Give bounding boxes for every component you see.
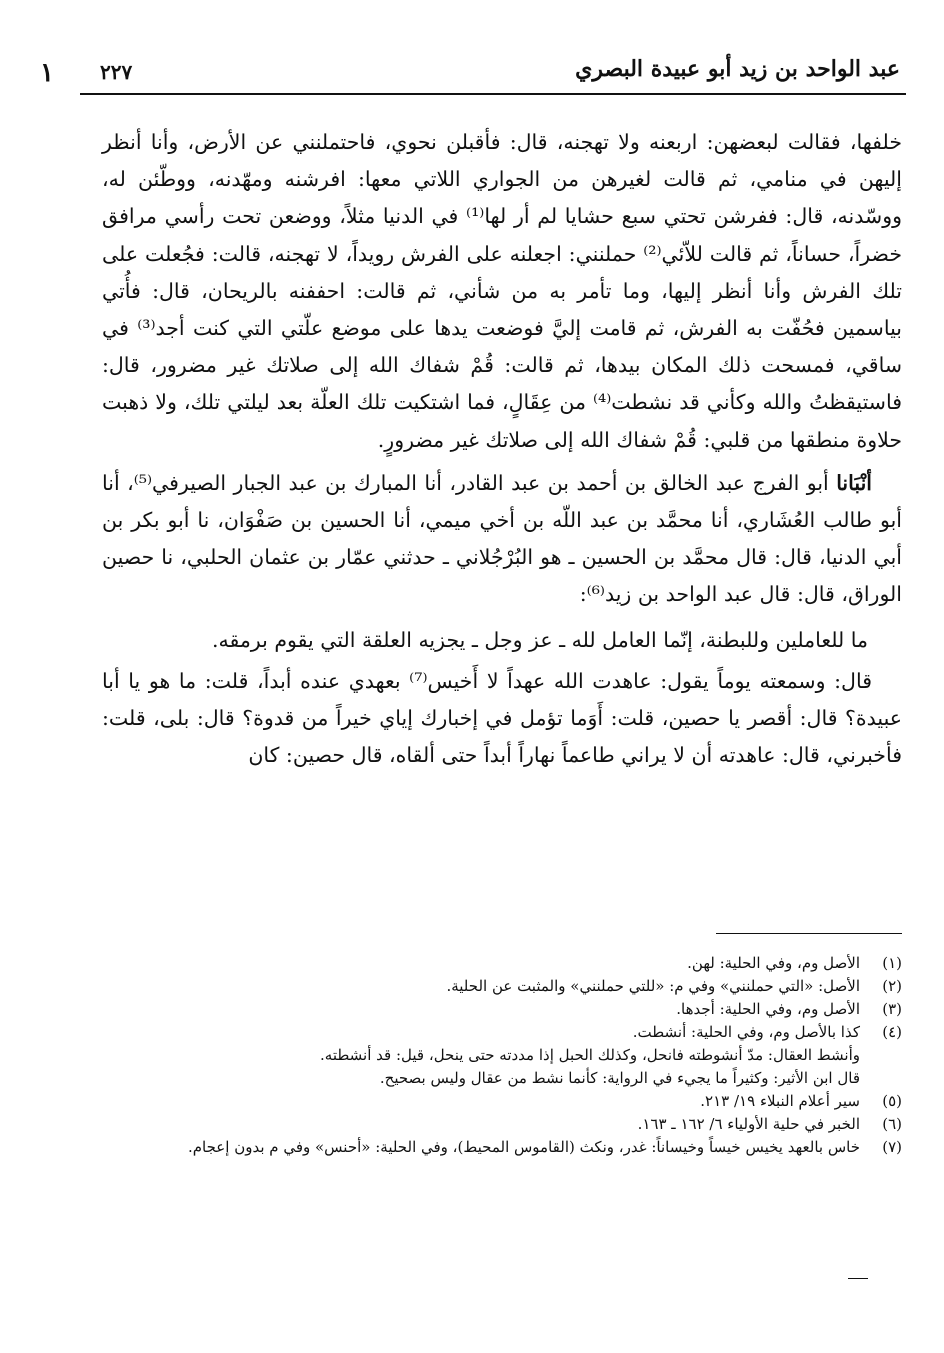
footnotes xyxy=(118,952,902,1159)
header-divider xyxy=(80,93,906,95)
footnote-divider xyxy=(716,933,902,934)
footnote-item xyxy=(118,998,902,1021)
footnote-continuation xyxy=(118,1044,902,1067)
footnote-number: (٣) xyxy=(882,1000,902,1018)
paragraph-1: خلفها، فقالت لبعضهن: اربعنه ولا تهجنه، قال: فأقبلن نحوي، فاحتملنني عن الأرض، وأنا أنظر إليهن في منامي، ثم قالت لغيرهن من الجواري اللاتي معها: افرشنه ومهّدنه، ووطّئن له، ووسّدنه، قال: ففرشن تحتي سبع حشايا لم أر لها⁽¹⁾ في الدنيا مثلاً، ووضعن تحت رأسي مرافق خضراً، حساناً، ثم قالت للاّئي⁽²⁾ حملنني: اجعلنه على الفرش رويداً، لا تهجنه، قالت: فجُعلت على تلك الفرش وأنا أنظر إليها، وما تأمر به من شأني، ثم قالت: احففنه بالريحان، قال: فأُتي بياسمين فحُفّت به الفرش، ثم قامت إليَّ فوضعت يدها على موضع علّتي التي كنت أجد⁽³⁾ في ساقي، فمسحت ذلك المكان بيدها، ثم قالت: قُمْ شفاك الله إلى صلاتك غير مضرور، قال: فاستيقظتُ والله وكأني قد نشطت⁽⁴⁾ من عِقَالٍ، فما اشتكيت تلك العلّة بعد ليلتي تلك، ولا ذهبت حلاوة منطقها من قلبي: قُمْ شفاك الله إلى صلاتك غير مضرورٍ. xyxy=(102,130,903,452)
footnote-continuation xyxy=(118,1067,902,1090)
footnote-number: (٢) xyxy=(882,977,902,995)
footnote-number: (٧) xyxy=(882,1138,902,1156)
paragraph-2 xyxy=(102,465,902,614)
footnote-item xyxy=(118,1136,902,1159)
paragraph-3: قال: وسمعته يوماً يقول: عاهدت الله عهداً لا أَخيس⁽⁷⁾ بعهدي عنده أبداً، قلت: ما هو يا أبا عبيدة؟ قال: أقصر يا حصين، قلت: أَوَما تؤمل في إخبارك إياي خيراً من قدوة؟ قال: بلى، قلت: فأخبرني، قال: عاهدته أن لا يراني طاعماً نهاراً أبداً حتى ألقاه، قال حصين: كان xyxy=(102,668,902,768)
continuation-dash xyxy=(848,1278,868,1279)
footnote-number: (١) xyxy=(882,954,902,972)
page-mark: ١ xyxy=(40,58,54,88)
footnote-text: الأصل وم، وفي الحلية: لهن. xyxy=(687,954,860,972)
footnote-text: الأصل وم، وفي الحلية: أجدها. xyxy=(676,1000,860,1018)
footnote-text: قال ابن الأثير: وكثيراً ما يجيء في الرواية: كأنما نشط من عقال وليس بصحيح. xyxy=(379,1069,860,1087)
footnote-item xyxy=(118,952,902,975)
footnote-text: الأصل: «التي حملنني» وفي م: «للتي حملنني» والمثبت عن الحلية. xyxy=(446,977,860,995)
page-number: ٢٢٧ xyxy=(100,60,133,84)
footnote-item xyxy=(118,975,902,998)
footnote-item xyxy=(118,1090,902,1113)
footnote-text: سير أعلام النبلاء ١٩/ ٢١٣. xyxy=(700,1092,860,1110)
footnote-item xyxy=(118,1021,902,1044)
page-title: عبد الواحد بن زيد أبو عبيدة البصري xyxy=(575,56,900,82)
footnote-text: وأنشط العقال: مدّ أنشوطته فانحل، وكذلك الحبل إذا مددته حتى ينحل، قيل: قد أنشطته. xyxy=(320,1046,860,1064)
footnote-text: خاس بالعهد يخيس خيساً وخيساناً: غدر، ونكث (القاموس المحيط)، وفي الحلية: «أحنس» وفي م بدون إعجام. xyxy=(188,1138,860,1156)
footnote-number: (٤) xyxy=(882,1023,902,1041)
footnote-text: الخبر في حلية الأولياء ٦/ ١٦٢ ـ ١٦٣. xyxy=(637,1115,860,1133)
footnote-text: كذا بالأصل وم، وفي الحلية: أنشطت. xyxy=(632,1023,860,1041)
running-header xyxy=(40,56,906,92)
footnote-number: (٥) xyxy=(882,1092,902,1110)
footnote-number: (٦) xyxy=(882,1115,902,1133)
paragraph-2-lead: أنْبَانا xyxy=(836,470,872,495)
paragraph-2-text: أبو الفرج عبد الخالق بن أحمد بن عبد القادر، أنا المبارك بن عبد الجبار الصيرفي⁽⁵⁾، أنا أبو طالب العُشَاري، أنا محمَّد بن عبد اللّه بن أخي ميمي، أنا الحسين بن صَفْوَان، نا أبو بكر بن أبي الدنيا، قال: قال محمَّد بن الحسين ـ هو البُرْجُلاني ـ حدثني عمّار بن عثمان الحلبي، نا حصين الوراق، قال: قال عبد الواحد بن زيد⁽⁶⁾: xyxy=(102,470,902,607)
main-text xyxy=(102,124,902,774)
quoted-saying: ما للعاملين وللبطنة، إنّما العامل لله ـ عز وجل ـ يجزيه العلقة التي يقوم برمقه. xyxy=(211,627,868,652)
footnote-item xyxy=(118,1113,902,1136)
